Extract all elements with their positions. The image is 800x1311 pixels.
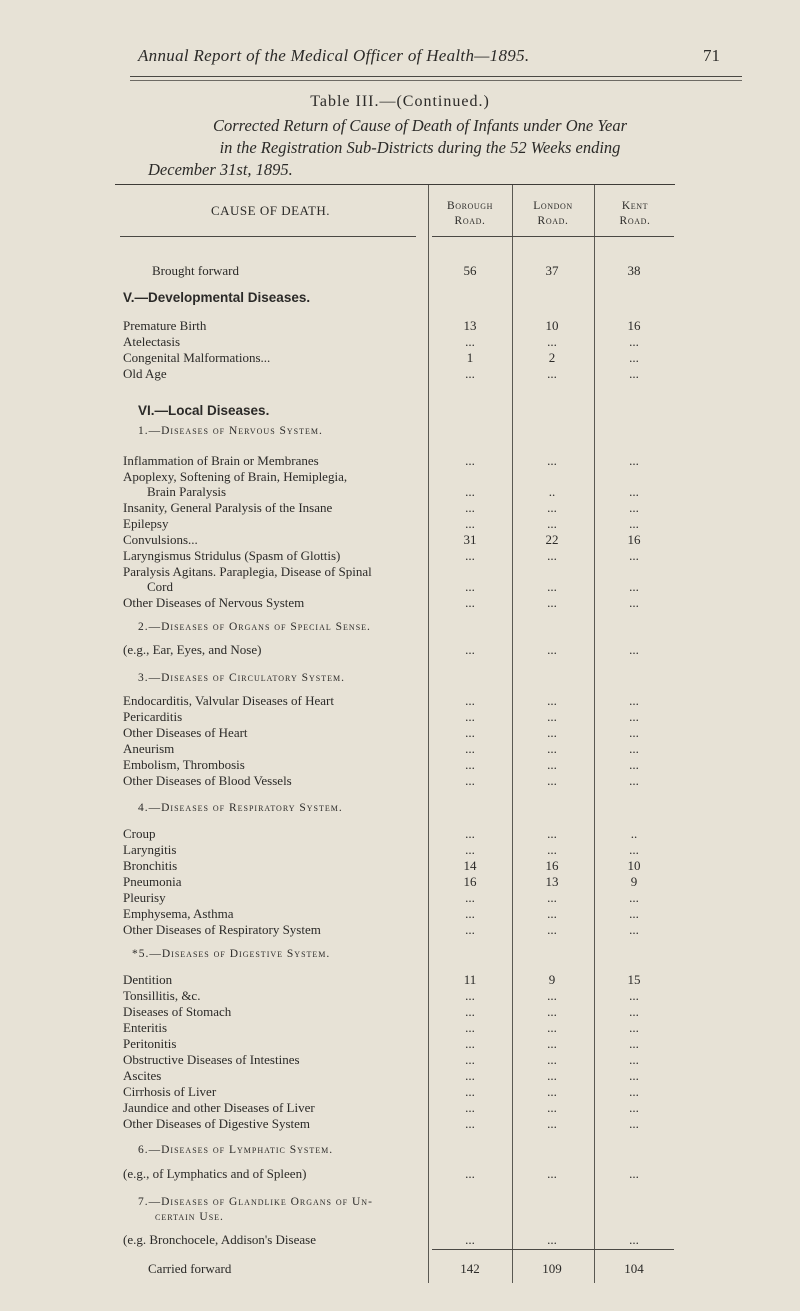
cell-value: ... <box>547 988 557 1003</box>
cell-value: ... <box>547 595 557 610</box>
cause-label: Paralysis Agitans. Paraplegia, Disease of Spinal <box>123 564 372 579</box>
cause-label: Endocarditis, Valvular Diseases of Heart <box>123 693 334 708</box>
cell-value: ... <box>629 709 639 724</box>
cell-value: ... <box>465 773 475 788</box>
cell-value: ... <box>547 642 557 657</box>
cell-value: ... <box>465 1116 475 1131</box>
page-number: 71 <box>703 46 720 65</box>
cause-label: Pleurisy <box>123 890 166 905</box>
cell-value: 142 <box>460 1261 480 1276</box>
subsection-heading: 2.—Diseases of Organs of Special Sense. <box>138 621 371 633</box>
cell-value: ... <box>629 1084 639 1099</box>
cause-label: Premature Birth <box>123 318 207 333</box>
cell-value: ... <box>547 922 557 937</box>
cause-label: Apoplexy, Softening of Brain, Hemiplegia, <box>123 469 348 484</box>
cell-value: ... <box>547 334 557 349</box>
cell-value: ... <box>547 709 557 724</box>
table-row <box>0 595 800 611</box>
cell-value: 2 <box>548 350 556 365</box>
table-row <box>0 922 800 938</box>
cause-label: Inflammation of Brain or Membranes <box>123 453 319 468</box>
cell-value: ... <box>547 548 557 563</box>
cell-value: 14 <box>463 858 477 873</box>
cause-label: Convulsions... <box>123 532 198 547</box>
table-row <box>0 988 800 1004</box>
cell-value: ... <box>547 1166 557 1181</box>
subsection-heading: 6.—Diseases of Lymphatic System. <box>138 1144 334 1156</box>
cause-label: Diseases of Stomach <box>123 1004 232 1019</box>
cell-value: ... <box>629 842 639 857</box>
cell-value: ... <box>629 988 639 1003</box>
cause-label: Ascites <box>123 1068 162 1083</box>
cell-value: ... <box>629 1100 639 1115</box>
cause-label: Pneumonia <box>123 874 182 889</box>
table-row <box>0 757 800 773</box>
cell-value: ... <box>629 757 639 772</box>
cell-value: ... <box>629 350 639 365</box>
header-rule-values <box>432 236 674 237</box>
cell-value: ... <box>547 579 557 594</box>
cell-value: ... <box>465 693 475 708</box>
table-row <box>0 564 800 594</box>
cause-label: Insanity, General Paralysis of the Insane <box>123 500 333 515</box>
cell-value: 10 <box>545 318 559 333</box>
header-line: Road. <box>454 215 486 227</box>
header-line: Kent <box>621 200 649 212</box>
cell-value: ... <box>465 366 475 381</box>
column-header-borough-road <box>428 199 512 229</box>
cell-value: ... <box>629 484 639 499</box>
cell-value: ... <box>465 757 475 772</box>
cell-value: ... <box>629 334 639 349</box>
cell-value: ... <box>629 890 639 905</box>
cause-label: Cirrhosis of Liver <box>123 1084 217 1099</box>
cell-value: ... <box>465 1084 475 1099</box>
cell-value: 13 <box>463 318 477 333</box>
cell-value: 9 <box>548 972 556 987</box>
cell-value: .. <box>548 484 556 499</box>
table-row <box>0 858 800 874</box>
cell-value: ... <box>547 725 557 740</box>
cell-value: ... <box>465 579 475 594</box>
running-head-title: Annual Report of the Medical Officer of Health—1895. <box>138 46 530 65</box>
table-row <box>0 1084 800 1100</box>
cell-value: ... <box>547 500 557 515</box>
cell-value: ... <box>547 826 557 841</box>
cell-value: ... <box>465 334 475 349</box>
table-row <box>0 1116 800 1132</box>
cell-value: ... <box>547 1068 557 1083</box>
section-heading: VI.—Local Diseases. <box>138 403 270 418</box>
cause-label: Other Diseases of Blood Vessels <box>123 773 292 788</box>
cell-value: ... <box>547 757 557 772</box>
table-row <box>0 500 800 516</box>
cell-value: ... <box>465 922 475 937</box>
subsection-heading: 3.—Diseases of Circulatory System. <box>138 672 345 684</box>
cell-value: 104 <box>624 1261 644 1276</box>
section-heading: V.—Developmental Diseases. <box>123 290 311 305</box>
top-rule-secondary <box>130 80 742 81</box>
table-row <box>0 709 800 725</box>
cell-value: ... <box>465 484 475 499</box>
cell-value: ... <box>629 1004 639 1019</box>
cause-label: Tonsillitis, &c. <box>123 988 201 1003</box>
table-row <box>0 469 800 499</box>
header-line: London <box>533 200 573 212</box>
cell-value: ... <box>629 366 639 381</box>
cause-label: Jaundice and other Diseases of Liver <box>123 1100 315 1115</box>
top-rule <box>130 76 742 77</box>
table-row <box>0 874 800 890</box>
running-head <box>0 46 800 70</box>
cause-label: Emphysema, Asthma <box>123 906 234 921</box>
cell-value: 13 <box>545 874 559 889</box>
cell-value: ... <box>629 1052 639 1067</box>
cause-label: Aneurism <box>123 741 175 756</box>
cell-value: ... <box>465 1100 475 1115</box>
cause-label-continued: Cord <box>147 579 173 594</box>
cell-value: ... <box>465 548 475 563</box>
table-row <box>0 1052 800 1068</box>
table-row <box>0 532 800 548</box>
cell-value: 15 <box>627 972 641 987</box>
cell-value: 10 <box>627 858 641 873</box>
table-row <box>0 842 800 858</box>
cell-value: ... <box>629 1036 639 1051</box>
header-line: Road. <box>537 215 569 227</box>
table-title: Table III.—(Continued.) <box>310 93 490 110</box>
table-row <box>0 642 800 658</box>
cell-value: 37 <box>545 263 559 278</box>
cell-value: ... <box>547 1100 557 1115</box>
cause-label: Congenital Malformations... <box>123 350 271 365</box>
header-line: Borough <box>446 200 494 212</box>
subsection-heading: certain Use. <box>155 1211 224 1223</box>
table-row <box>0 1100 800 1116</box>
cause-label: Brought forward <box>152 263 240 278</box>
cell-value: 1 <box>466 350 474 365</box>
cell-value: ... <box>547 1036 557 1051</box>
cell-value: ... <box>629 773 639 788</box>
cell-value: ... <box>547 906 557 921</box>
cell-value: 109 <box>542 1261 562 1276</box>
cause-label-continued: Brain Paralysis <box>147 484 227 499</box>
table-row <box>0 453 800 469</box>
column-header-cause: CAUSE OF DEATH. <box>210 203 331 218</box>
subsection-heading: 4.—Diseases of Respiratory System. <box>138 802 343 814</box>
cell-value: 16 <box>545 858 559 873</box>
subtitle-line: Corrected Return of Cause of Death of Infants under One Year <box>213 116 627 135</box>
cell-value: ... <box>629 453 639 468</box>
table-row <box>0 1232 800 1248</box>
column-header-kent-road <box>594 199 676 229</box>
subsection-heading: 7.—Diseases of Glandlike Organs of Un- <box>138 1196 373 1208</box>
table-row <box>0 826 800 842</box>
table-subtitle <box>120 115 720 181</box>
cell-value: ... <box>465 1036 475 1051</box>
table-row <box>0 906 800 922</box>
cell-value: ... <box>629 1116 639 1131</box>
cell-value: ... <box>465 595 475 610</box>
cell-value: ... <box>465 1068 475 1083</box>
cell-value: ... <box>629 741 639 756</box>
header-rule-cause <box>120 236 416 237</box>
cell-value: ... <box>629 725 639 740</box>
cell-value: ... <box>547 773 557 788</box>
cell-value: ... <box>465 842 475 857</box>
cell-value: 22 <box>545 532 559 547</box>
cause-label: Other Diseases of Digestive System <box>123 1116 311 1131</box>
subsection-heading: *5.—Diseases of Digestive System. <box>132 948 331 960</box>
cell-value: ... <box>465 988 475 1003</box>
cell-value: ... <box>547 1084 557 1099</box>
cell-value: ... <box>465 642 475 657</box>
cell-value: ... <box>629 1068 639 1083</box>
cell-value: ... <box>465 826 475 841</box>
cell-value: .. <box>630 826 638 841</box>
cell-value: ... <box>629 922 639 937</box>
table-row <box>0 725 800 741</box>
cell-value: ... <box>465 1004 475 1019</box>
cell-value: ... <box>547 453 557 468</box>
cell-value: ... <box>629 1232 639 1247</box>
cell-value: ... <box>465 1052 475 1067</box>
table-row <box>0 318 800 334</box>
subsection-heading: 1.—Diseases of Nervous System. <box>138 425 323 437</box>
table-row <box>0 890 800 906</box>
cell-value: ... <box>547 1020 557 1035</box>
cell-value: ... <box>629 642 639 657</box>
cause-label: Other Diseases of Nervous System <box>123 595 305 610</box>
table-row <box>0 516 800 532</box>
table-row <box>0 1261 800 1277</box>
table-row <box>0 350 800 366</box>
table-row <box>0 773 800 789</box>
table-row <box>0 1020 800 1036</box>
table-row <box>0 1036 800 1052</box>
cell-value: ... <box>629 579 639 594</box>
cell-value: ... <box>629 1020 639 1035</box>
cell-value: ... <box>547 890 557 905</box>
cause-label: Laryngismus Stridulus (Spasm of Glottis) <box>123 548 341 563</box>
header-top-rule <box>115 184 675 185</box>
cell-value: ... <box>547 516 557 531</box>
cell-value: ... <box>465 741 475 756</box>
cell-value: 31 <box>463 532 477 547</box>
cell-value: ... <box>547 693 557 708</box>
cell-value: ... <box>465 725 475 740</box>
cell-value: ... <box>465 906 475 921</box>
cell-value: ... <box>629 516 639 531</box>
cell-value: ... <box>465 1166 475 1181</box>
cause-label: Bronchitis <box>123 858 178 873</box>
cell-value: ... <box>629 548 639 563</box>
cause-label: (e.g., of Lymphatics and of Spleen) <box>123 1166 307 1181</box>
cell-value: ... <box>547 741 557 756</box>
table-row <box>0 1166 800 1182</box>
cause-label: Croup <box>123 826 156 841</box>
cell-value: ... <box>465 453 475 468</box>
cell-value: ... <box>629 1166 639 1181</box>
cause-label: Old Age <box>123 366 167 381</box>
cause-label: Other Diseases of Respiratory System <box>123 922 321 937</box>
carried-forward-rule <box>432 1249 674 1250</box>
cell-value: ... <box>465 1232 475 1247</box>
table-row <box>0 972 800 988</box>
cause-label: Peritonitis <box>123 1036 177 1051</box>
cell-value: 38 <box>627 263 641 278</box>
cause-label: Other Diseases of Heart <box>123 725 248 740</box>
table-row <box>0 693 800 709</box>
cell-value: ... <box>465 500 475 515</box>
cause-label: Embolism, Thrombosis <box>123 757 245 772</box>
cause-label: Epilepsy <box>123 516 169 531</box>
cell-value: ... <box>547 1116 557 1131</box>
cell-value: ... <box>547 1232 557 1247</box>
cause-label: Laryngitis <box>123 842 177 857</box>
cell-value: ... <box>465 1020 475 1035</box>
cause-label: Carried forward <box>148 1261 232 1276</box>
table-row <box>0 548 800 564</box>
cell-value: ... <box>465 516 475 531</box>
cell-value: ... <box>547 1052 557 1067</box>
subtitle-line: December 31st, 1895. <box>148 160 293 179</box>
cause-label: Dentition <box>123 972 173 987</box>
cause-label: Obstructive Diseases of Intestines <box>123 1052 300 1067</box>
cell-value: ... <box>465 709 475 724</box>
cell-value: ... <box>547 1004 557 1019</box>
cell-value: 16 <box>627 532 641 547</box>
table-row <box>0 741 800 757</box>
cell-value: ... <box>547 842 557 857</box>
cause-label: Pericarditis <box>123 709 183 724</box>
cell-value: 9 <box>630 874 638 889</box>
cause-label: (e.g., Ear, Eyes, and Nose) <box>123 642 262 657</box>
cell-value: ... <box>629 500 639 515</box>
cell-value: 56 <box>463 263 477 278</box>
cell-value: ... <box>629 595 639 610</box>
header-line: Road. <box>619 215 651 227</box>
cell-value: ... <box>465 890 475 905</box>
cell-value: 16 <box>463 874 477 889</box>
table-row <box>0 334 800 350</box>
column-header-london-road <box>512 199 594 229</box>
table-row <box>0 1004 800 1020</box>
cause-label: (e.g. Bronchocele, Addison's Disease <box>123 1232 316 1247</box>
cell-value: ... <box>629 693 639 708</box>
cell-value: ... <box>629 906 639 921</box>
cause-label: Atelectasis <box>123 334 181 349</box>
table-row <box>0 1068 800 1084</box>
table-row <box>0 263 800 279</box>
subtitle-line: in the Registration Sub-Districts during the 52 Weeks ending <box>219 138 621 157</box>
cell-value: 16 <box>627 318 641 333</box>
cell-value: 11 <box>463 972 477 987</box>
cause-label: Enteritis <box>123 1020 168 1035</box>
table-row <box>0 366 800 382</box>
cell-value: ... <box>547 366 557 381</box>
